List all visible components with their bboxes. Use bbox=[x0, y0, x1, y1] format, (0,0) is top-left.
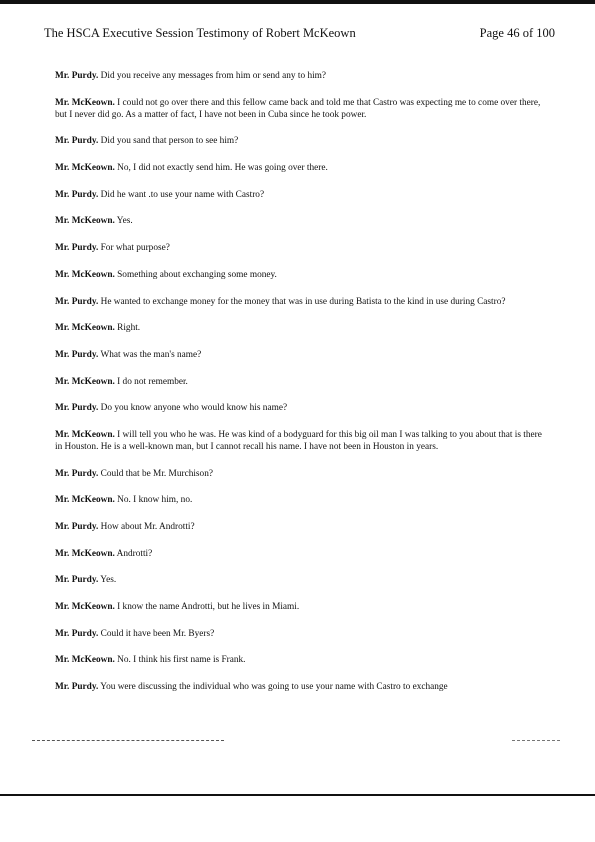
speaker-label: Mr. McKeown. bbox=[55, 163, 115, 174]
speaker-label: Mr. Purdy. bbox=[55, 296, 99, 307]
transcript-entry bbox=[55, 628, 551, 640]
transcript-body bbox=[55, 70, 551, 708]
speaker-label: Mr. Purdy. bbox=[55, 522, 99, 532]
speaker-label: Mr. Purdy. bbox=[55, 189, 99, 200]
testimony-text: I will tell you who he was. He was kind of a bodyguard for this big oil man I was talking to you about that is there in Houston. He is a well-known man, but I cannot recall his name. I have not been in Houston in years. bbox=[55, 429, 542, 452]
speaker-label: Mr. McKeown. bbox=[55, 495, 115, 506]
testimony-text: I know the name Androtti, but he lives in Miami. bbox=[117, 602, 300, 613]
testimony-text: I do not remember. bbox=[117, 376, 188, 387]
speaker-label: Mr. McKeown. bbox=[55, 548, 115, 559]
testimony-text: Did you receive any messages from him or send any to him? bbox=[100, 71, 327, 81]
testimony-text: Did you sand that person to see him? bbox=[100, 136, 239, 147]
transcript-entry bbox=[55, 654, 551, 666]
testimony-text: What was the man's name? bbox=[100, 349, 202, 360]
speaker-label: Mr. Purdy. bbox=[55, 349, 99, 360]
speaker-label: Mr. McKeown. bbox=[55, 429, 115, 440]
speaker-label: Mr. Purdy. bbox=[55, 682, 99, 693]
transcript-entry bbox=[55, 376, 551, 388]
speaker-label: Mr. McKeown. bbox=[55, 602, 115, 613]
speaker-label: Mr. Purdy. bbox=[55, 468, 99, 479]
testimony-text: Yes. bbox=[100, 575, 117, 586]
testimony-text: For what purpose? bbox=[100, 243, 170, 254]
speaker-label: Mr. Purdy. bbox=[55, 71, 99, 81]
page-header bbox=[44, 26, 555, 41]
testimony-text: Androtti? bbox=[116, 548, 153, 559]
transcript-entry bbox=[55, 135, 551, 147]
speaker-label: Mr. McKeown. bbox=[55, 269, 115, 280]
testimony-text: No. I think his first name is Frank. bbox=[117, 655, 246, 666]
testimony-text: He wanted to exchange money for the money that was in use during Batista to the kind in use during Castro? bbox=[100, 296, 506, 307]
testimony-text: Do you know anyone who would know his name? bbox=[100, 403, 288, 414]
testimony-text: Did he want .to use your name with Castro? bbox=[100, 189, 265, 200]
scan-cut-line-right bbox=[512, 740, 560, 741]
transcript-entry bbox=[55, 349, 551, 361]
testimony-text: Something about exchanging some money. bbox=[117, 269, 277, 280]
transcript-entry bbox=[55, 322, 551, 334]
testimony-text: How about Mr. Androtti? bbox=[100, 522, 195, 532]
transcript-entry bbox=[55, 601, 551, 613]
speaker-label: Mr. Purdy. bbox=[55, 136, 99, 147]
testimony-text: No. I know him, no. bbox=[117, 495, 193, 506]
transcript-entry bbox=[55, 574, 551, 586]
transcript-entry bbox=[55, 429, 551, 453]
testimony-text: Could that be Mr. Murchison? bbox=[100, 468, 213, 479]
transcript-entry bbox=[55, 296, 551, 308]
transcript-entry bbox=[55, 681, 551, 693]
document-title: The HSCA Executive Session Testimony of Robert McKeown bbox=[44, 26, 356, 40]
speaker-label: Mr. Purdy. bbox=[55, 628, 99, 639]
speaker-label: Mr. Purdy. bbox=[55, 403, 99, 414]
transcript-entry bbox=[55, 548, 551, 560]
transcript-entry bbox=[55, 402, 551, 414]
transcript-entry bbox=[55, 521, 551, 533]
testimony-text: Yes. bbox=[116, 216, 133, 227]
transcript-entry bbox=[55, 269, 551, 281]
testimony-text: You were discussing the individual who was going to use your name with Castro to exchange bbox=[100, 682, 448, 693]
top-rule bbox=[0, 0, 595, 4]
transcript-entry bbox=[55, 70, 551, 82]
testimony-text: I could not go over there and this fellow came back and told me that Castro was expecting me to come over there, but I never did go. As a matter of fact, I have not been in Cuba since he took power. bbox=[55, 97, 541, 120]
speaker-label: Mr. Purdy. bbox=[55, 243, 99, 254]
page-number: Page 46 of 100 bbox=[479, 26, 555, 40]
transcript-entry bbox=[55, 215, 551, 227]
testimony-text: No, I did not exactly send him. He was going over there. bbox=[117, 163, 328, 174]
speaker-label: Mr. McKeown. bbox=[55, 376, 115, 387]
transcript-entry bbox=[55, 494, 551, 506]
transcript-entry bbox=[55, 468, 551, 480]
transcript-entry bbox=[55, 97, 551, 121]
speaker-label: Mr. Purdy. bbox=[55, 575, 99, 586]
speaker-label: Mr. McKeown. bbox=[55, 216, 115, 227]
testimony-text: Could it have been Mr. Byers? bbox=[100, 628, 215, 639]
transcript-entry bbox=[55, 162, 551, 174]
testimony-text: Right. bbox=[117, 323, 141, 334]
transcript-entry bbox=[55, 242, 551, 254]
transcript-entry bbox=[55, 189, 551, 201]
speaker-label: Mr. McKeown. bbox=[55, 323, 115, 334]
scan-cut-line-left bbox=[32, 740, 224, 741]
speaker-label: Mr. McKeown. bbox=[55, 97, 115, 108]
bottom-rule bbox=[0, 794, 595, 796]
speaker-label: Mr. McKeown. bbox=[55, 655, 115, 666]
